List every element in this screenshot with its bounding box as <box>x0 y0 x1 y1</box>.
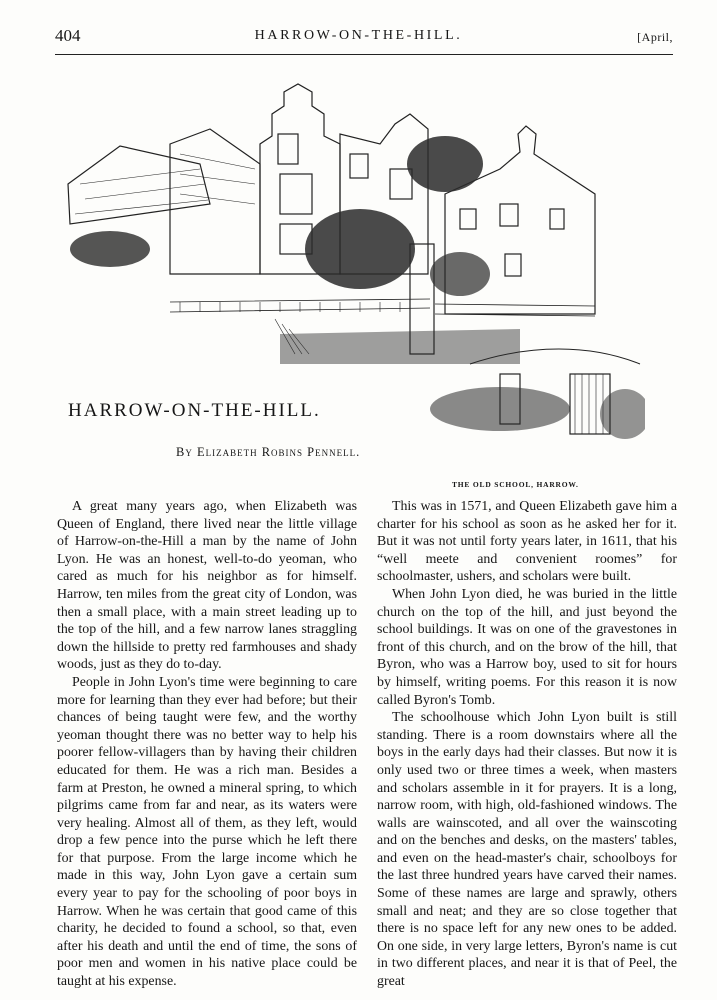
paragraph: The schoolhouse which John Lyon built is still standing. There is a room downstairs where all the boys in the early days had their classes. But now it is only used two or three times a week, when masters and scholars assemble in it for prayers. It is a long, narrow room, with high, old-fashioned windows. The walls are wainscoted, and all over the wainscoting and on the benches and desks, on the masters' tables, and even on the head-master's chair, schoolboys for the last three hundred years have carved their names. Some of these names are large and sprawly, others small and neat; and they are so close together that there is no space left for any new ones to be added. On one side, in very large letters, Byron's name is cut in two different places, and near it is that of Peel, the great <box>377 710 677 990</box>
paragraph: This was in 1571, and Queen Elizabeth gave him a charter for his school as soon as he asked her for it. But it was not until forty years later, in 1611, that his “well meete and convenient roomes” for schoolmaster, ushers, and scholars were built. <box>377 499 677 585</box>
article-byline: By Elizabeth Robins Pennell. <box>176 445 361 459</box>
paragraph: People in John Lyon's time were beginning to care more for learning than they ever had before; but their chances of being taught were few, and the worthy yeoman thought there was no better way to help his poorer fellow-villagers than by having their children educated for them. He was a rich man. Besides a farm at Preston, he owned a mineral spring, to which pilgrims came from far and near, as its waters were very healing. Almost all of them, as they left, would drop a few pence into the purse which he left there for that purpose. From the large income which he made in this way, John Lyon gave a certain sum every year to pay for the schooling of poor boys in Harrow. When he was certain that good came of this charity, he decided to found a school, so that, even after his death and until the end of time, the sons of poor men and women in his native place could be taught at his expense. <box>57 674 357 990</box>
article-title: HARROW-ON-THE-HILL. <box>68 400 321 421</box>
running-month: [April, <box>637 30 673 44</box>
paragraph: A great many years ago, when Elizabeth was Queen of England, there lived near the little village of Harrow-on-the-Hill a man by the name of John Lyon. He was an honest, well-to-do yeoman, who cared as much for his neighbor as for himself. Harrow, ten miles from the great city of London, was then a small place, with a main street leading up to the top of the hill, and a few narrow lanes straggling down the hillside to pretty red farmhouses and shady woods, just as they do to-day. <box>57 499 357 673</box>
paragraph: When John Lyon died, he was buried in the little church on the top of the hill, and just beyond the school buildings. It was on one of the gravestones in front of this church, and on the brow of the hill, that Byron, who was a Harrow boy, used to sit for hours by himself, writing poems. For this reason it is now called Byron's Tomb. <box>377 586 677 708</box>
right-column <box>377 498 677 991</box>
left-column <box>57 498 357 991</box>
running-title: HARROW-ON-THE-HILL. <box>254 28 463 43</box>
page-number: 404 <box>55 26 81 45</box>
header-rule <box>55 54 673 55</box>
illustration-caption: THE OLD SCHOOL, HARROW. <box>452 480 579 489</box>
